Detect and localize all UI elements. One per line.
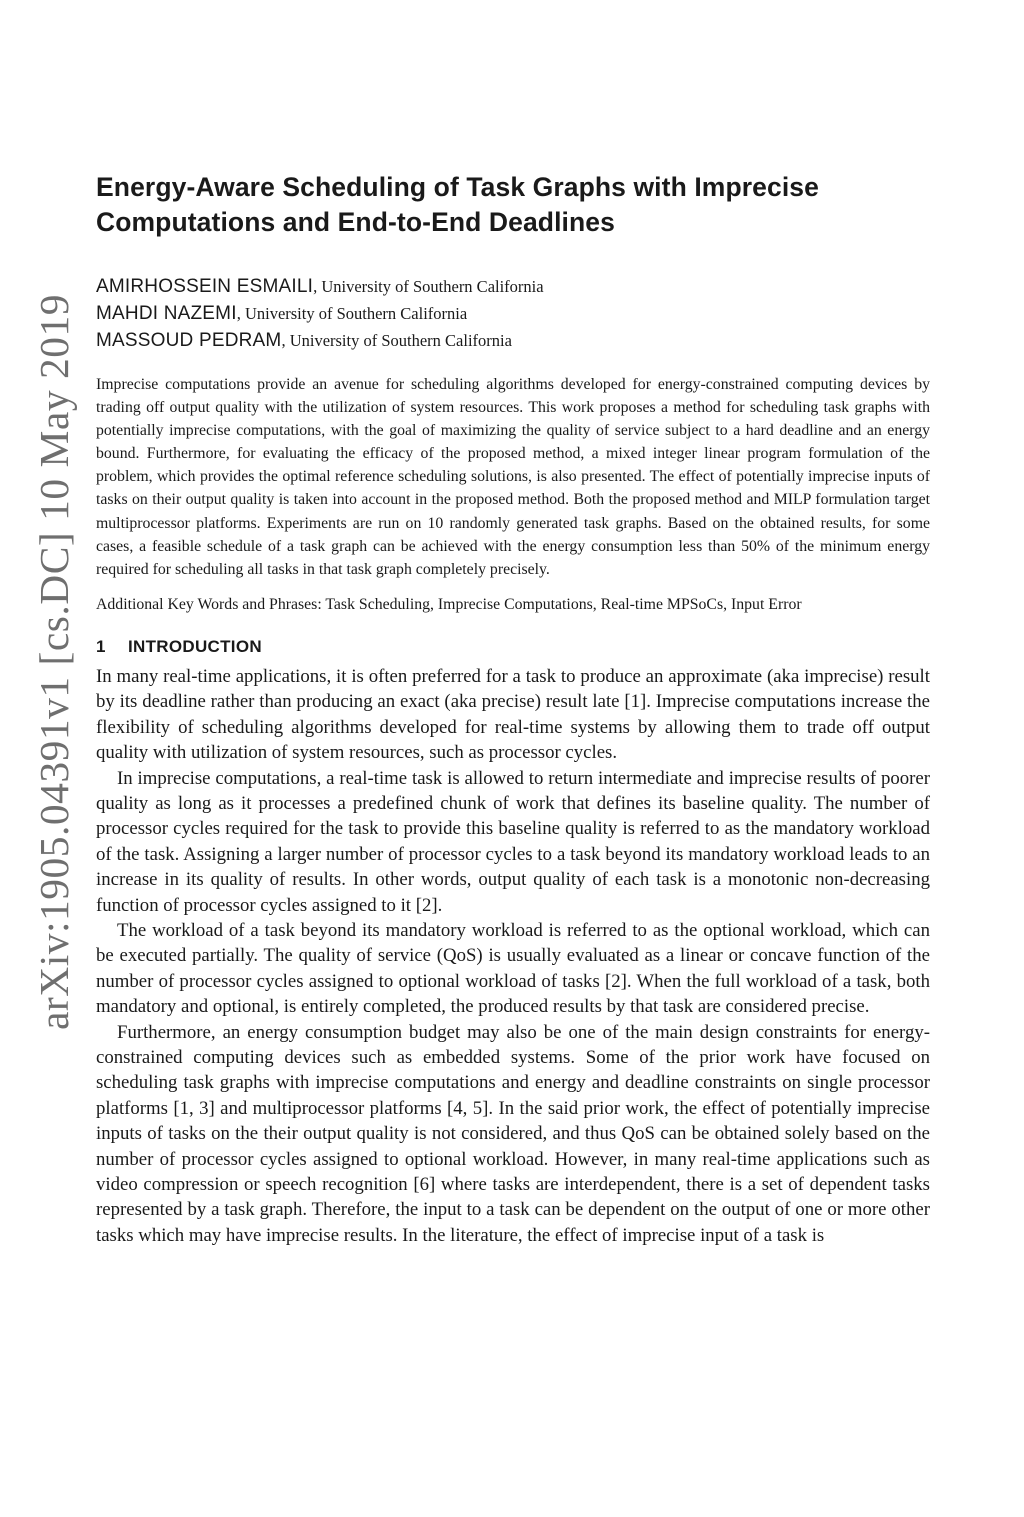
arxiv-identifier: arXiv:1905.04391v1 [cs.DC] 10 May 2019: [31, 294, 77, 1030]
body-paragraph: Furthermore, an energy consumption budget may also be one of the main design constraints for energy-constrained computing devices such as embedded systems. Some of the prior work have focused on scheduling task graphs with imprecise computations and energy and deadline constraints on single processor platforms [1, 3] and multiprocessor platforms [4, 5]. In the said prior work, the effect of potentially imprecise inputs of tasks on the their output quality is not considered, and thus QoS can be obtained solely based on the number of processor cycles assigned to optional workload. However, in many real-time applications such as video compression or speech recognition [6] where tasks are interdependent, there is a set of dependent tasks represented by a task graph. Therefore, the input to a task can be dependent on the output of one or more other tasks which may have imprecise results. In the literature, the effect of imprecise input of a task is: [96, 1021, 930, 1246]
author-affiliation: , University of Southern California: [313, 277, 544, 296]
body-paragraph: The workload of a task beyond its mandatory workload is referred to as the optional workload, which can be executed partially. The quality of service (QoS) is usually evaluated as a linear or concave function of the number of processor cycles assigned to optional workload of tasks [2]. When the full workload of a task, both mandatory and optional, is entirely completed, the produced results by that task are considered precise.: [96, 920, 930, 1018]
body-paragraph: In many real-time applications, it is often preferred for a task to produce an approximate (aka imprecise) result by its deadline rather than producing an exact (aka precise) result late [1]. Imprecise computations increase the flexibility of scheduling algorithms developed for real-time systems by allowing them to trade off output quality with utilization of system resources, such as processor cycles.: [96, 665, 930, 764]
keywords: Additional Key Words and Phrases: Task Scheduling, Imprecise Computations, Real-time MPSoCs, Input Error: [96, 595, 802, 613]
section-number: 1: [96, 636, 106, 656]
author-list: [96, 273, 930, 354]
author-affiliation: , University of Southern California: [236, 304, 468, 323]
author-entry: [96, 300, 930, 327]
section-title: INTRODUCTION: [128, 636, 262, 656]
author-name: MAHDI NAZEMI: [96, 303, 237, 324]
author-entry: [96, 273, 930, 300]
author-name: MASSOUD PEDRAM: [96, 330, 282, 351]
paper-title: Energy-Aware Scheduling of Task Graphs with Imprecise Computations and End-to-End Deadlines: [96, 172, 819, 237]
author-entry: [96, 327, 930, 354]
body-paragraph: In imprecise computations, a real-time task is allowed to return intermediate and imprecise results of poorer quality as long as it processes a predefined chunk of work that defines its baseline quality. The number of processor cycles required for the task to provide this baseline quality is referred to as the mandatory workload of the task. Assigning a larger number of processor cycles to a task beyond its mandatory workload leads to an increase in its quality of results. In other words, output quality of each task is a monotonic non-decreasing function of processor cycles assigned to it [2].: [96, 767, 930, 916]
author-affiliation: , University of Southern California: [281, 331, 512, 350]
paper-page: [96, 170, 930, 1248]
section-heading: [96, 636, 930, 658]
abstract: Imprecise computations provide an avenue for scheduling algorithms developed for energy-constrained computing devices by trading off output quality with the utilization of system resources. This work proposes a method for scheduling task graphs with potentially imprecise computations, with the goal of maximizing the quality of service subject to a hard deadline and an energy bound. Furthermore, for evaluating the efficacy of the proposed method, a mixed integer linear program formulation of the problem, which provides the optimal reference scheduling solutions, is also presented. The effect of potentially imprecise inputs of tasks on their output quality is taken into account in the proposed method. Both the proposed method and MILP formulation target multiprocessor platforms. Experiments are run on 10 randomly generated task graphs. Based on the obtained results, for some cases, a feasible schedule of a task graph can be achieved with the energy consumption less than 50% of the minimum energy required for scheduling all tasks in that task graph completely precisely.: [96, 376, 930, 578]
author-name: AMIRHOSSEIN ESMAILI: [96, 276, 314, 297]
